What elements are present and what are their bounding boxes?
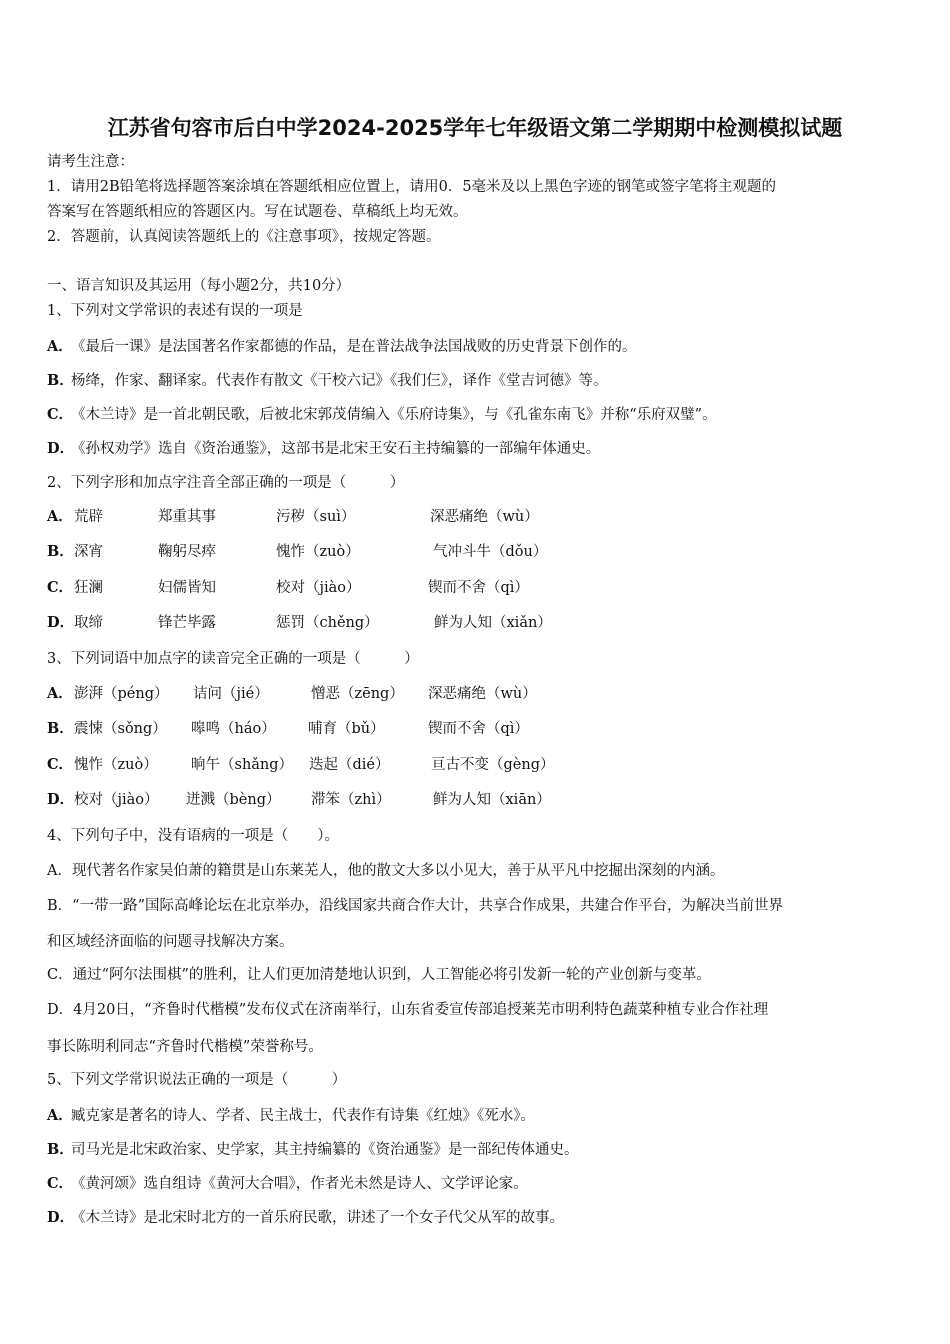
question-2-row-c-label: C． (47, 579, 74, 596)
question-3-row-c-word-3: 迭起（dié） (309, 757, 390, 773)
question-3-row-b-word-3: 哺育（bǔ） (308, 721, 385, 737)
question-1-option-d (47, 439, 600, 459)
question-3-row-a-word-3: 憎恶（zēng） (311, 686, 404, 702)
question-2-row-d-word-1: 取缔 (74, 615, 103, 631)
option-text: 《最后一课》是法国著名作家都德的作品，是在普法战争法国战败的历史背景下创作的。 (71, 339, 637, 355)
option-label: A． (47, 338, 73, 355)
question-2-row-a-word-2: 郑重其事 (158, 509, 216, 525)
option-label: C． (47, 406, 74, 423)
question-2-row-b-word-3: 愧怍（zuò） (276, 544, 360, 560)
option-label: B． (47, 372, 74, 389)
question-2-row-a-word-3: 污秽（suì） (276, 509, 356, 525)
question-1-stem: 1、下列对文学常识的表述有误的一项是 (47, 303, 303, 319)
question-2-stem: 2、下列字形和加点字注音全部正确的一项是（ ） (47, 475, 405, 491)
option-text: 臧克家是著名的诗人、学者、民主战士，代表作有诗集《红烛》《死水》。 (71, 1108, 535, 1124)
question-3-row-c-label: C． (47, 756, 74, 773)
option-text: 司马光是北宋政治家、史学家，其主持编纂的《资治通鉴》是一部纪传体通史。 (71, 1142, 579, 1158)
question-5-option-b (47, 1140, 579, 1160)
question-5-option-a (47, 1106, 535, 1126)
option-text: 杨绛，作家、翻译家。代表作有散文《干校六记》《我们仨》，译作《堂吉诃德》等。 (71, 373, 608, 389)
question-4-option-c: C．通过“阿尔法围棋”的胜利，让人们更加清楚地认识到，人工智能必将引发新一轮的产业创新与变革。 (47, 967, 711, 983)
page-title: 江苏省句容市后白中学2024-2025学年七年级语文第二学期期中检测模拟试题 (107, 116, 843, 140)
option-label: A． (47, 1107, 73, 1124)
question-3-row-d-word-3: 滞笨（zhì） (311, 792, 391, 808)
question-1-option-b (47, 371, 608, 391)
question-2-row-a-word-4: 深恶痛绝（wù） (430, 509, 539, 525)
option-label: D． (47, 1209, 75, 1226)
question-2-row-c-word-4: 锲而不舍（qì） (428, 580, 529, 596)
notice-item-1-line-1: 1．请用2B铅笔将选择题答案涂填在答题纸相应位置上，请用0．5毫米及以上黑色字迹的钢笔或签字笔将主观题的 (47, 179, 777, 195)
question-3-row-b-word-4: 锲而不舍（qì） (428, 721, 529, 737)
notice-heading: 请考生注意： (47, 154, 134, 170)
option-text: 《木兰诗》是北宋时北方的一首乐府民歌，讲述了一个女子代父从军的故事。 (71, 1210, 564, 1226)
question-3-row-d-word-4: 鲜为人知（xiān） (433, 792, 551, 808)
question-1-option-c (47, 405, 717, 425)
notice-item-1-line-2: 答案写在答题纸相应的答题区内。写在试题卷、草稿纸上均无效。 (47, 204, 468, 220)
question-3-row-b-word-2: 嗥鸣（háo） (191, 721, 276, 737)
question-4-option-a: A．现代著名作家吴伯萧的籍贯是山东莱芜人，他的散文大多以小见大，善于从平凡中挖掘出深刻的内涵。 (47, 863, 725, 879)
option-text: 《木兰诗》是一首北朝民歌，后被北宋郭茂倩编入《乐府诗集》，与《孔雀东南飞》并称“乐府双璧”。 (71, 407, 717, 423)
question-2-row-b-word-1: 深宵 (74, 544, 103, 560)
question-2-row-c-word-3: 校对（jiào） (276, 580, 361, 596)
question-5-option-c (47, 1174, 528, 1194)
question-3-row-b-label: B． (47, 720, 74, 737)
question-1-option-a (47, 337, 637, 357)
question-2-row-b-label: B． (47, 543, 74, 560)
question-3-row-b-word-1: 震悚（sǒng） (74, 721, 167, 737)
question-4-option-b-line-1: B．“一带一路”国际高峰论坛在北京举办，沿线国家共商合作大计，共享合作成果，共建合作平台，为解决当前世界 (47, 898, 783, 914)
question-4-option-d-line-2: 事长陈明利同志“齐鲁时代楷模”荣誉称号。 (47, 1039, 323, 1055)
question-4-option-b-line-2: 和区域经济面临的问题寻找解决方案。 (47, 934, 294, 950)
option-text: 《孙权劝学》选自《资治通鉴》，这部书是北宋王安石主持编纂的一部编年体通史。 (71, 441, 601, 457)
section-heading: 一、语言知识及其运用（每小题2分，共10分） (47, 278, 351, 294)
question-2-row-d-word-3: 惩罚（chěng） (276, 615, 379, 631)
question-2-row-d-word-2: 锋芒毕露 (158, 615, 216, 631)
question-3-stem: 3、下列词语中加点字的读音完全正确的一项是（ ） (47, 651, 419, 667)
notice-item-2: 2．答题前，认真阅读答题纸上的《注意事项》，按规定答题。 (47, 229, 441, 245)
question-4-option-d-line-1: D．4月20日，“齐鲁时代楷模”发布仪式在济南举行，山东省委宣传部追授莱芜市明利特色蔬菜种植专业合作社理 (47, 1002, 769, 1018)
question-3-row-d-word-1: 校对（jiào） (74, 792, 159, 808)
question-2-row-d-label: D． (47, 614, 75, 631)
question-3-row-c-word-1: 愧怍（zuò） (74, 757, 158, 773)
question-3-row-c-word-4: 亘古不变（gèng） (431, 757, 555, 773)
option-label: D． (47, 440, 75, 457)
question-2-row-a-word-1: 荒辟 (74, 509, 103, 525)
question-3-row-c-word-2: 晌午（shǎng） (191, 757, 294, 773)
question-2-row-a-label: A． (47, 508, 73, 525)
question-2-row-c-word-2: 妇儒皆知 (158, 580, 216, 596)
question-4-stem: 4、下列句子中，没有语病的一项是（ ）。 (47, 828, 339, 844)
question-2-row-b-word-4: 气冲斗牛（dǒu） (433, 544, 548, 560)
question-2-row-d-word-4: 鲜为人知（xiǎn） (434, 615, 552, 631)
question-3-row-a-word-4: 深恶痛绝（wù） (428, 686, 537, 702)
option-text: 《黄河颂》选自组诗《黄河大合唱》，作者光未然是诗人、文学评论家。 (71, 1176, 528, 1192)
question-2-row-b-word-2: 鞠躬尽瘁 (158, 544, 216, 560)
question-5-stem: 5、下列文学常识说法正确的一项是（ ） (47, 1072, 347, 1088)
question-3-row-a-label: A． (47, 685, 73, 702)
option-label: B． (47, 1141, 74, 1158)
option-label: C． (47, 1175, 74, 1192)
question-3-row-a-word-2: 诘问（jié） (193, 686, 269, 702)
question-3-row-d-label: D． (47, 791, 75, 808)
question-3-row-d-word-2: 迸溅（bèng） (186, 792, 281, 808)
question-5-option-d (47, 1208, 564, 1228)
question-3-row-a-word-1: 澎湃（péng） (74, 686, 169, 702)
question-2-row-c-word-1: 狂澜 (74, 580, 103, 596)
